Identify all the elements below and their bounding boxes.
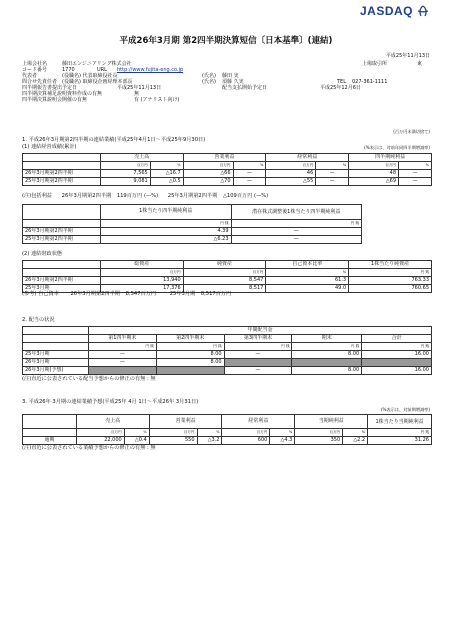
unit-cell: % (197, 429, 222, 437)
table-row (23, 367, 432, 375)
cell: — (88, 359, 156, 367)
table-row (23, 170, 432, 178)
section-1-sub: (1) 連結経営成績(累計) (22, 144, 77, 150)
cell: 8,547 (183, 277, 266, 285)
cell: 8.00 (156, 351, 224, 359)
row-label: 26年3月期(予想) (23, 367, 89, 375)
unit-cell: 百万円 (266, 162, 316, 170)
company-name: 藤田エンジニアリング株式会社 (62, 61, 132, 67)
row-label: 25年3月期第2四半期 (23, 236, 101, 244)
cell: 13,940 (100, 277, 183, 285)
table-row (23, 437, 432, 445)
unit-cell: 百万円 (149, 429, 197, 437)
col-op-income: 営業利益 (183, 154, 266, 162)
cell: — (231, 236, 361, 244)
briefing-label: 四半期決算説明会開催の有無 (22, 97, 88, 103)
dividend-label: 配当支払開始予定日 (222, 85, 268, 91)
unit-cell: 円 銭 (292, 343, 362, 351)
cell: 7,565 (100, 170, 150, 178)
unit-cell: 円 銭 (224, 343, 292, 351)
cell: 8.00 (292, 367, 362, 375)
rep-title: (役職名) 代表取締役社長 (62, 73, 118, 79)
equity-value2: 8,517百万円 (200, 291, 232, 297)
dividend-table (22, 326, 432, 375)
row-label: 25年3月期 (23, 285, 101, 293)
table-row (23, 178, 432, 186)
corner-cell (23, 154, 101, 162)
comp-income-value1: 119百万円 (—%) (116, 193, 159, 199)
unit-cell: % (233, 162, 266, 170)
unit-cell: 百万円 (295, 429, 343, 437)
unit-cell: % (316, 162, 349, 170)
shaded-cell (292, 359, 362, 367)
col-q1: 第1四半期末 (88, 335, 156, 343)
rounding-note: (百万円未満切捨て) (393, 129, 430, 134)
logo-mark (416, 5, 430, 18)
shaded-cell (362, 359, 432, 367)
tel-value: 027-361-1111 (352, 79, 388, 85)
unit-cell: 百万円 (183, 162, 233, 170)
cell: 550 (149, 437, 197, 445)
company-label: 上場会社名 (22, 61, 48, 67)
comp-income-year1: 26年3月期第2四半期 (61, 193, 112, 199)
exchange-label: 上場取引所 (362, 61, 388, 67)
contact-label: 問合せ先責任者 (22, 79, 58, 85)
col-eps: 1株当たり当期純利益 (368, 415, 432, 429)
equity-value1: 8,547百万円 (125, 291, 157, 297)
col-eps: 1株当たり四半期純利益 (100, 205, 231, 220)
cell: 9,081 (100, 178, 150, 186)
cell: 16.00 (362, 367, 432, 375)
company-url[interactable]: http://www.fujita-eng.co.jp (117, 67, 184, 73)
cell: 17,376 (100, 285, 183, 293)
supp-label: 四半期決算補足説明資料作成の有無 (22, 91, 103, 97)
col-annual-dividend: 年間配当金 (88, 327, 431, 335)
code-label: コード番号 (22, 67, 48, 73)
forecast-table (22, 414, 432, 445)
exchange-value: 東 (417, 61, 423, 67)
dividend-date: 平成25年12月6日 (320, 85, 361, 91)
page-title: 平成26年3月期 第2四半期決算短信〔日本基準〕(連結) (119, 36, 333, 46)
report-date: 平成25年11月13日 (385, 53, 430, 59)
col-total: 合計 (362, 335, 432, 343)
section-2-title: (2) 連結財政状態 (22, 251, 63, 257)
performance-table (22, 153, 432, 186)
unit-cell: 円 銭 (156, 343, 224, 351)
cell: 763.33 (349, 277, 432, 285)
jasdaq-logo (360, 5, 430, 19)
unit-cell: 百万円 (76, 429, 124, 437)
unit-row-label (23, 269, 101, 277)
cell: △55 (266, 178, 316, 186)
col-op-income: 営業利益 (149, 415, 222, 429)
unit-cell: 百万円 (100, 162, 150, 170)
forecast-pct-note: (%表示は、対前期増減率) (380, 407, 430, 412)
supp-value: 無 (134, 91, 140, 97)
rep-name: 藤田 実 (222, 73, 239, 79)
shaded-cell (156, 367, 224, 375)
cell: △66 (183, 170, 233, 178)
row-label: 通期 (23, 437, 77, 445)
unit-cell: % (124, 429, 149, 437)
cell: — (316, 178, 349, 186)
col-equity-ratio: 自己資本比率 (266, 261, 349, 269)
cell: 46 (266, 170, 316, 178)
section-1-title: 1. 平成26年3月期第2四半期の連結業績(平成25年4月1日～平成25年9月30日) (22, 137, 206, 143)
dividend-note: (注)直近に公表されている配当予想からの修正の有無 : 無 (22, 376, 156, 382)
comp-income-label: (注)包括利益 (22, 193, 52, 199)
logo-text: JASDAQ (359, 4, 413, 18)
col-net-income: 当期純利益 (295, 415, 368, 429)
unit-cell: 円 銭 (368, 429, 432, 437)
unit-cell: 円 銭 (88, 343, 156, 351)
row-label: 26年3月期第2四半期 (23, 228, 101, 236)
col-bps: 1株当たり純資産 (349, 261, 432, 269)
equity-year1: 26年3月期第2四半期 (70, 291, 120, 297)
filing-label: 四半期報告書提出予定日 (22, 85, 78, 91)
col-net-assets: 純資産 (183, 261, 266, 269)
row-label: 25年3月期第2四半期 (23, 178, 101, 186)
contact-name-label: (氏名) (202, 79, 216, 85)
unit-row-label (23, 343, 89, 351)
section-3-title: 3. 平成26年 3月期の連結業績予想(平成25年 4月 1日～平成26年 3月31日) (22, 399, 199, 405)
unit-cell: % (266, 269, 349, 277)
cell: 600 (222, 437, 270, 445)
unit-row-label (23, 429, 77, 437)
corner-cell (23, 335, 89, 343)
rep-label: 代表者 (22, 73, 38, 79)
table-row (23, 277, 432, 285)
contact-name: 須藤 久実 (222, 79, 244, 85)
unit-cell: 円 銭 (349, 269, 432, 277)
unit-cell: % (343, 429, 368, 437)
unit-cell: 円 銭 (362, 343, 432, 351)
cell: △0.4 (124, 437, 149, 445)
company-header (22, 62, 432, 104)
shaded-cell (88, 367, 156, 375)
corner-cell (23, 205, 101, 220)
table-row (23, 236, 362, 244)
unit-cell: % (399, 162, 432, 170)
cell: 8.00 (292, 351, 362, 359)
cell: — (224, 351, 292, 359)
col-net-income: 四半期純利益 (349, 154, 432, 162)
unit-cell: 百万円 (222, 429, 270, 437)
comp-income-note (22, 194, 268, 200)
cell: 760.65 (349, 285, 432, 293)
unit-row-label (23, 220, 101, 228)
code-value: 1770 (62, 67, 75, 73)
cell: 48 (349, 170, 399, 178)
cell: — (399, 178, 432, 186)
cell: 350 (295, 437, 343, 445)
cell: △70 (183, 178, 233, 186)
col-total-assets: 総資産 (100, 261, 183, 269)
row-label: 26年3月期第2四半期 (23, 170, 101, 178)
equity-label: (参考) 自己資本 (22, 291, 59, 297)
cell: — (88, 351, 156, 359)
dividend-section-title: 2. 配当の状況 (22, 317, 55, 323)
pct-note: (%表示は、対前年同四半期増減率) (364, 145, 430, 150)
cell: 61.3 (266, 277, 349, 285)
row-label: 25年3月期 (23, 351, 89, 359)
financial-position-table (22, 260, 432, 293)
unit-cell: % (150, 162, 183, 170)
comp-income-value2: △109百万円 (—%) (222, 193, 269, 199)
cell: △4.3 (270, 437, 295, 445)
tel-label: TEL (337, 79, 346, 85)
cell: 16.00 (362, 351, 432, 359)
filing-date: 平成25年11月13日 (117, 85, 162, 91)
corner-cell (23, 415, 77, 429)
corner-cell (23, 327, 89, 335)
corner-cell (23, 261, 101, 269)
cell: △16.7 (150, 170, 183, 178)
cell: △69 (349, 178, 399, 186)
cell: — (231, 228, 361, 236)
cell: △2.2 (343, 437, 368, 445)
unit-cell: 百万円 (183, 269, 266, 277)
unit-cell: % (270, 429, 295, 437)
cell: — (399, 170, 432, 178)
col-ordinary-income: 経常利益 (266, 154, 349, 162)
row-label: 26年3月期 (23, 359, 89, 367)
cell: 49.0 (266, 285, 349, 293)
cell: △6.23 (100, 236, 231, 244)
table-row (23, 351, 432, 359)
cell: 8,517 (183, 285, 266, 293)
cell: 4.39 (100, 228, 231, 236)
cell: — (233, 170, 266, 178)
eps-table (22, 204, 362, 244)
equity-note (22, 292, 231, 298)
col-diluted-eps: 潜在株式調整後1株当たり四半期純利益 (231, 205, 361, 220)
shaded-cell (224, 359, 292, 367)
unit-cell: 百万円 (100, 269, 183, 277)
url-label: URL (97, 67, 107, 73)
table-row (23, 359, 432, 367)
cell: — (233, 178, 266, 186)
contact-title: (役職名) 取締役企画経理本部長 (62, 79, 133, 85)
forecast-footnote: (注)直近に公表されている業績予想からの修正の有無 : 無 (22, 445, 156, 451)
unit-cell: 円 銭 (231, 220, 361, 228)
cell: △3.2 (197, 437, 222, 445)
col-sales: 売上高 (76, 415, 149, 429)
cell: 8.00 (156, 359, 224, 367)
briefing-value: 有 (アナリスト向け) (134, 97, 180, 103)
cell: △0.5 (150, 178, 183, 186)
rep-name-label: (氏名) (202, 73, 216, 79)
unit-cell: 円 銭 (100, 220, 231, 228)
row-label: 26年3月期第2四半期 (23, 277, 101, 285)
cell: 31.26 (368, 437, 432, 445)
cell: — (224, 367, 292, 375)
col-ordinary-income: 経常利益 (222, 415, 295, 429)
cell: 22,000 (76, 437, 124, 445)
table-row (23, 228, 362, 236)
col-q3: 第3四半期末 (224, 335, 292, 343)
unit-cell: 百万円 (349, 162, 399, 170)
col-q2: 第2四半期末 (156, 335, 224, 343)
col-sales: 売上高 (100, 154, 183, 162)
cell: — (316, 170, 349, 178)
equity-year2: 25年3月期 (169, 291, 196, 297)
unit-row-label (23, 162, 101, 170)
col-year-end: 期末 (292, 335, 362, 343)
comp-income-year2: 25年3月期第2四半期 (167, 193, 218, 199)
